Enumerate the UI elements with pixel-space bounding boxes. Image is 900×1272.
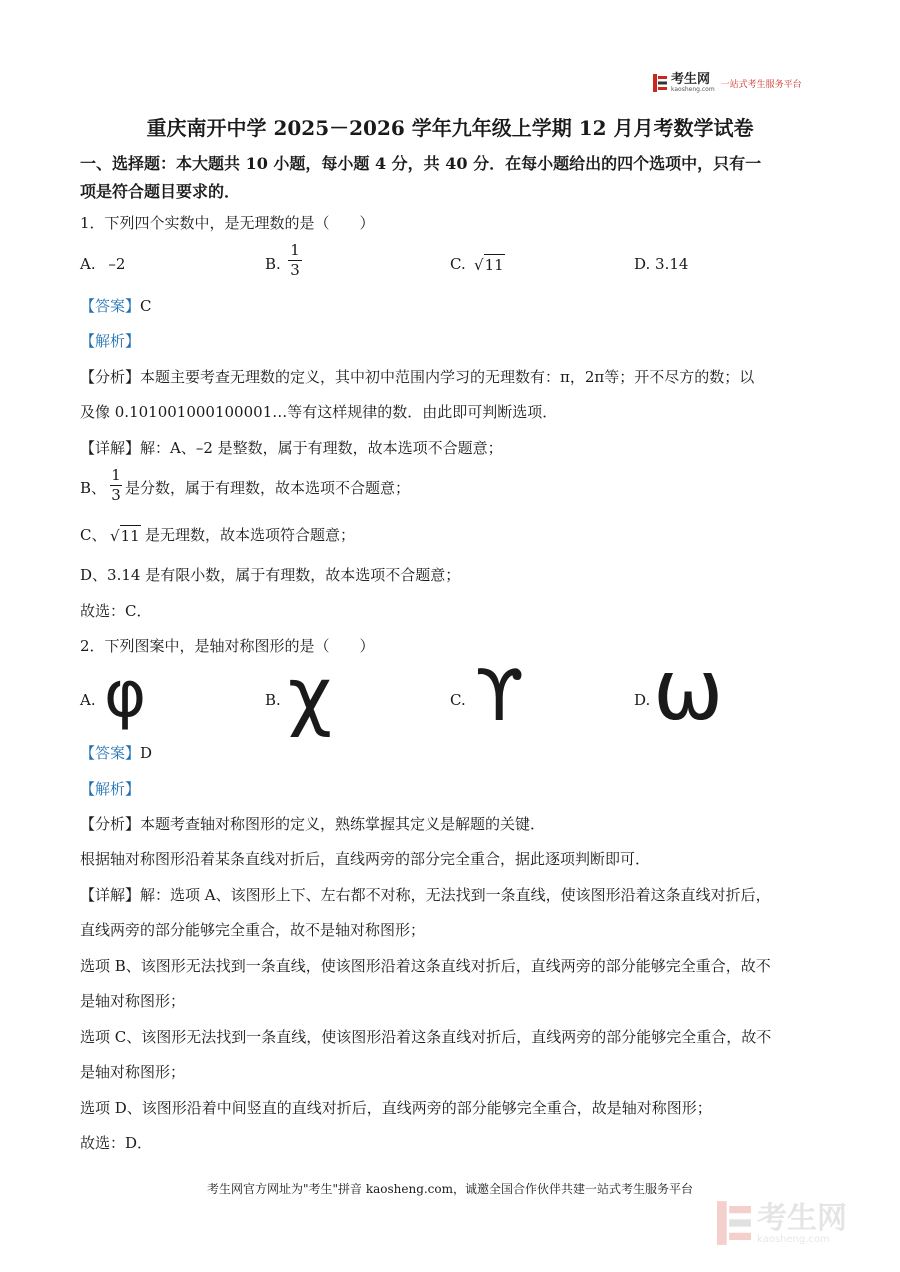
page-footer: 考生网官方网址为"考生"拼音 kaosheng.com，诚邀全国合作伙伴共建一站式考生服务平台 <box>206 1182 694 1196</box>
watermark-name: 考生网 <box>757 1201 847 1236</box>
q2-detail-a1 <box>80 885 771 905</box>
q1-detail-b-fraction <box>110 467 122 504</box>
q2-option-b-label: B. <box>265 691 281 709</box>
header-logo <box>653 72 802 94</box>
q1-detail-b-prefix: B、 <box>80 479 107 497</box>
q1-option-c-sqrt: √11 <box>474 256 504 274</box>
sqrt-radicand: 11 <box>120 527 140 545</box>
watermark-logo <box>717 1200 847 1250</box>
fraction-denominator: 3 <box>290 261 300 279</box>
fraction-numerator: 1 <box>111 466 121 484</box>
q2-detail-c1: 选项 C、该图形无法找到一条直线，使该图形沿着这条直线对折后，直线两旁的部分能够完全重合，故不 <box>80 1028 772 1046</box>
answer-value: D <box>140 744 153 762</box>
kaosheng-logo-icon <box>653 74 667 92</box>
q2-option-b-chi-icon: χ <box>288 650 332 739</box>
section-heading-line1: 一、选择题：本大题共 10 小题，每小题 4 分，共 40 分．在每小题给出的四个选项中，只有一 <box>80 154 762 173</box>
q1-detail-c-prefix: C、 <box>80 526 107 544</box>
q1-detail-a <box>80 438 503 458</box>
q2-detail-b2: 是轴对称图形； <box>80 992 186 1010</box>
detail-tag: 【详解】 <box>80 886 141 904</box>
q1-answer <box>80 296 152 316</box>
q1-detail-d: D、3.14 是有限小数，属于有理数，故本选项不合题意； <box>80 566 461 584</box>
q2-answer <box>80 743 152 763</box>
answer-tag: 【答案】 <box>80 297 141 315</box>
q1-option-d <box>634 254 688 274</box>
q2-stem: 2．下列图案中，是轴对称图形的是（ ） <box>80 637 375 655</box>
q2-option-a-label: A. <box>80 691 96 709</box>
answer-value: C <box>140 297 152 315</box>
detail-tag: 【详解】 <box>80 439 141 457</box>
fenxi-tag: 【分析】 <box>80 368 141 386</box>
page-title: 重庆南开中学 2025－2026 学年九年级上学期 12 月月考数学试卷 <box>146 116 754 140</box>
q2-detail-b1: 选项 B、该图形无法找到一条直线，使该图形沿着这条直线对折后，直线两旁的部分能够完全重合，故不 <box>80 957 771 975</box>
q1-option-a-label: A. <box>80 255 96 273</box>
fenxi-text: 本题主要考查无理数的定义，其中初中范围内学习的无理数有：π，2π等；开不尽方的数；以 <box>140 368 755 386</box>
q2-fenxi <box>80 814 545 834</box>
q1-option-a-value: –2 <box>108 255 126 273</box>
fenxi-tag: 【分析】 <box>80 815 141 833</box>
q1-detail-c-sqrt: √11 <box>110 527 140 545</box>
section-heading-line2: 项是符合题目要求的． <box>80 182 241 201</box>
q1-option-a <box>80 254 125 274</box>
q2-detail-c2: 是轴对称图形； <box>80 1063 186 1081</box>
q2-option-d-label: D. <box>634 691 651 709</box>
q2-choose: 故选：D． <box>80 1134 153 1152</box>
q1-fenxi-line2: 及像 0.101001000100001…等有这样规律的数．由此即可判断选项． <box>80 403 558 421</box>
q2-rule: 根据轴对称图形沿着某条直线对折后，直线两旁的部分完全重合，据此逐项判断即可． <box>80 850 651 868</box>
q2-option-c-upsilon-icon: ϒ <box>475 655 524 737</box>
q1-detail-c-text: 是无理数，故本选项符合题意； <box>145 526 356 544</box>
kaosheng-watermark-icon <box>717 1200 751 1250</box>
logo-url: kaosheng.com <box>671 86 715 93</box>
q1-fenxi-line1 <box>80 367 754 387</box>
q1-option-b-fraction <box>288 242 302 279</box>
detail-a1-text: 解：选项 A、该图形上下、左右都不对称，无法找到一条直线，使该图形沿着这条直线对折后， <box>140 886 771 904</box>
q1-option-c-label: C. <box>450 255 466 273</box>
q1-choose: 故选：C． <box>80 602 152 620</box>
q1-stem: 1．下列四个实数中，是无理数的是（ ） <box>80 214 375 232</box>
fraction-denominator: 3 <box>111 486 121 504</box>
q1-analysis-tag: 【解析】 <box>80 332 141 350</box>
q2-detail-d: 选项 D、该图形沿着中间竖直的直线对折后，直线两旁的部分能够完全重合，故是轴对称图形； <box>80 1099 712 1117</box>
q1-option-d-value: 3.14 <box>655 255 689 273</box>
fraction-numerator: 1 <box>290 241 300 259</box>
q1-option-b-label: B. <box>265 255 281 273</box>
sqrt-radicand: 11 <box>484 256 504 274</box>
q2-detail-a2: 直线两旁的部分能够完全重合，故不是轴对称图形； <box>80 921 426 939</box>
watermark-url: kaosheng.com <box>757 1234 830 1245</box>
fenxi-text: 本题考查轴对称图形的定义，熟练掌握其定义是解题的关键． <box>140 815 546 833</box>
q1-detail-b-text: 是分数，属于有理数，故本选项不合题意； <box>125 479 411 497</box>
logo-name: 考生网 <box>671 72 711 87</box>
q2-option-c-label: C. <box>450 691 466 709</box>
q1-option-d-label: D. <box>634 255 651 273</box>
answer-tag: 【答案】 <box>80 744 141 762</box>
detail-a-text: 解：A、–2 是整数，属于有理数，故本选项不合题意； <box>140 439 503 457</box>
q2-analysis-tag: 【解析】 <box>80 780 141 798</box>
q2-option-d-omega-icon: ω <box>653 641 724 739</box>
q2-option-a-phi-icon: φ <box>104 658 147 732</box>
logo-slogan: 一站式考生服务平台 <box>720 79 802 90</box>
